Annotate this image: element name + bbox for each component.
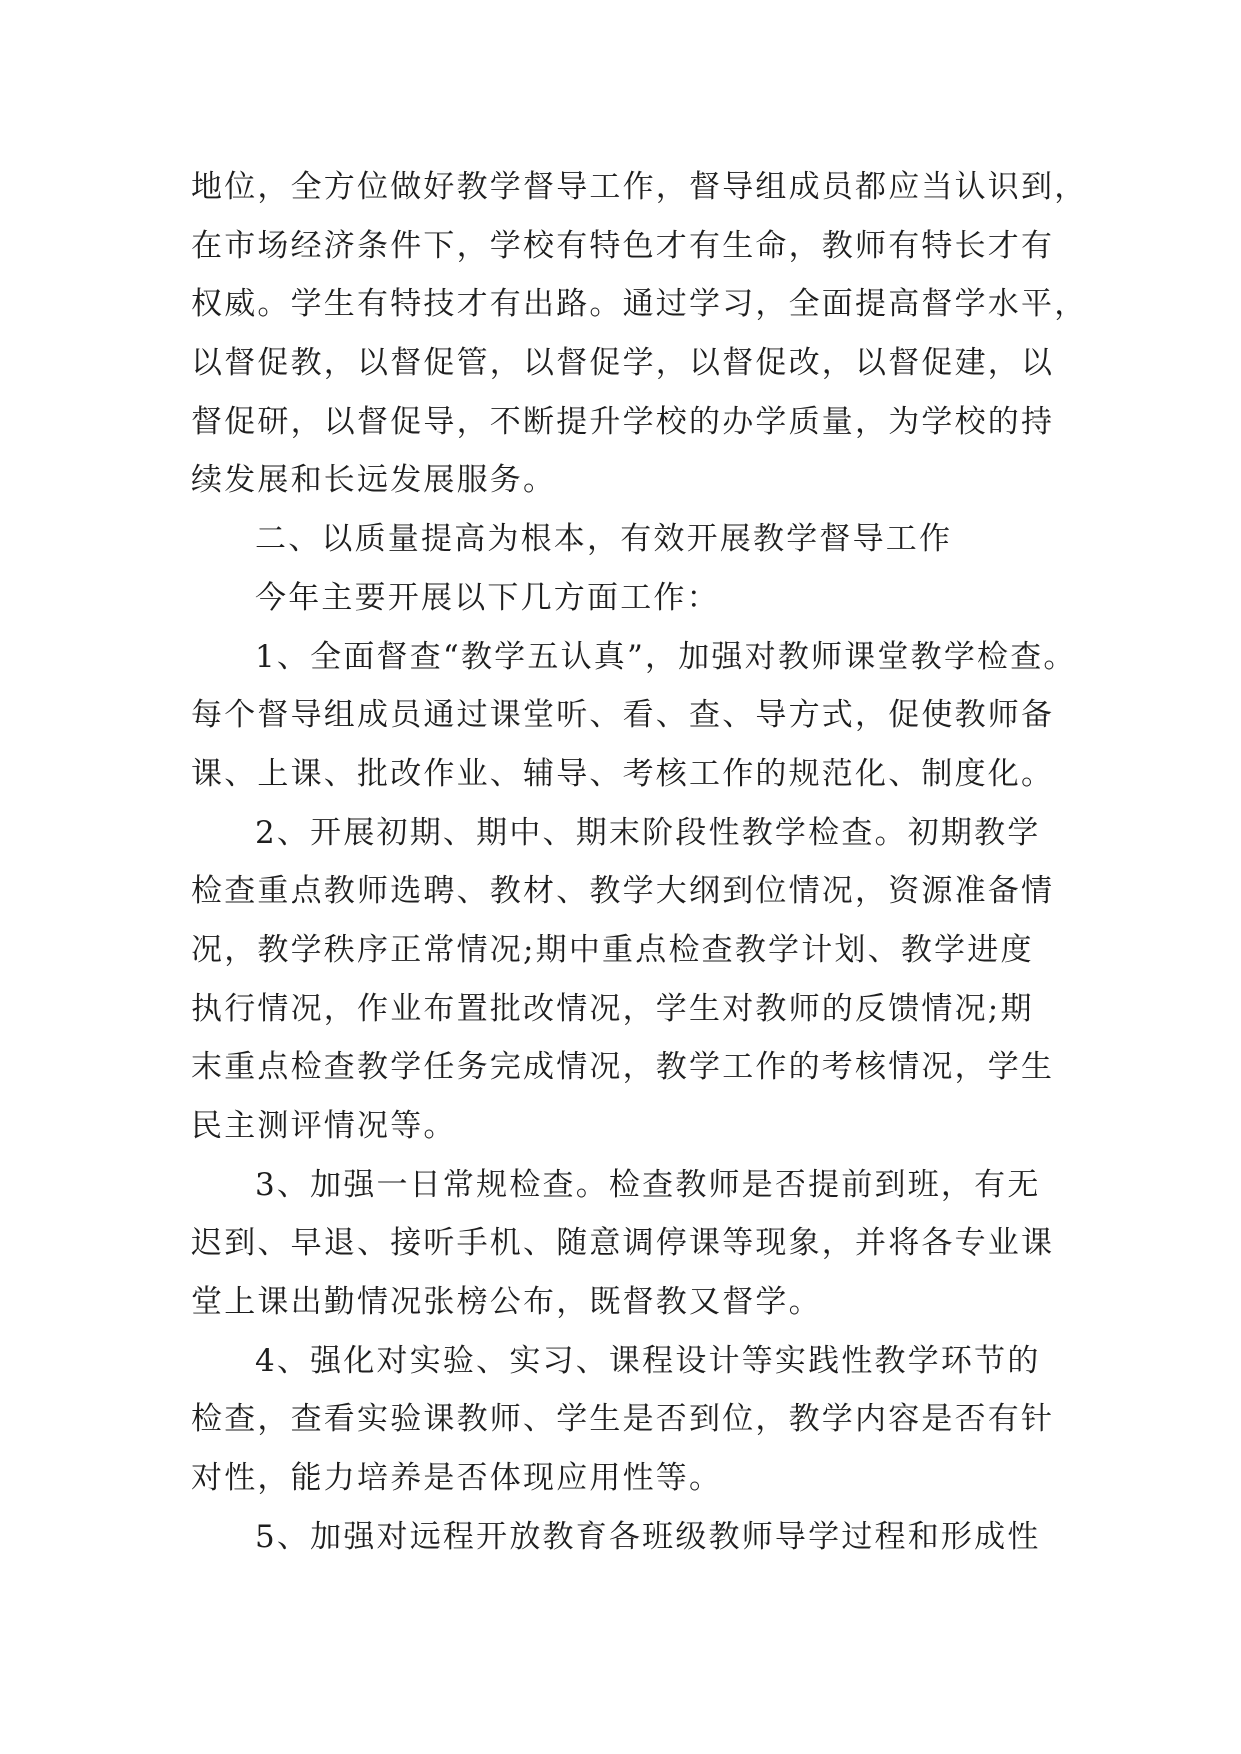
text-line: 续发展和长远发展服务。 (191, 462, 557, 499)
text-line: 民主测评情况等。 (191, 1108, 457, 1144)
text-line: 今年主要开展以下几方面工作： (255, 579, 720, 616)
text-line: 在市场经济条件下，学校有特色才有生命，教师有特长才有 (191, 227, 1055, 264)
text-line: 2、开展初期、期中、期末阶段性教学检查。初期教学 (255, 814, 1041, 851)
text-line: 权威。学生有特技才有出路。通过学习，全面提高督学水平， (191, 286, 1088, 323)
text-line: 迟到、早退、接听手机、随意调停课等现象，并将各专业课 (191, 1225, 1055, 1262)
text-line: 1、全面督查“教学五认真”，加强对教师课堂教学检查。 (255, 638, 1077, 675)
text-line: 执行情况，作业布置批改情况，学生对教师的反馈情况;期 (191, 990, 1034, 1027)
text-line: 3、加强一日常规检查。检查教师是否提前到班，有无 (255, 1166, 1041, 1203)
text-line: 对性，能力培养是否体现应用性等。 (191, 1460, 723, 1497)
text-line: 督促研，以督促导，不断提升学校的办学质量，为学校的持 (191, 403, 1055, 440)
text-line: 二、以质量提高为根本，有效开展教学督导工作 (255, 521, 953, 558)
text-line: 检查，查看实验课教师、学生是否到位，教学内容是否有针 (191, 1401, 1055, 1438)
text-line: 4、强化对实验、实习、课程设计等实践性教学环节的 (255, 1342, 1041, 1379)
text-line: 地位，全方位做好教学督导工作，督导组成员都应当认识到， (191, 169, 1088, 205)
text-line: 课、上课、批改作业、辅导、考核工作的规范化、制度化。 (191, 755, 1055, 792)
text-line: 况，教学秩序正常情况;期中重点检查教学计划、教学进度 (191, 931, 1034, 968)
text-line: 5、加强对远程开放教育各班级教师导学过程和形成性 (255, 1518, 1041, 1555)
text-line: 以督促教，以督促管，以督促学，以督促改，以督促建，以 (191, 345, 1055, 382)
text-line: 末重点检查教学任务完成情况，教学工作的考核情况，学生 (191, 1049, 1055, 1086)
document-body (191, 158, 1088, 1567)
text-line: 堂上课出勤情况张榜公布，既督教又督学。 (191, 1284, 822, 1321)
text-line: 检查重点教师选聘、教材、教学大纲到位情况，资源准备情 (191, 873, 1055, 910)
text-line: 每个督导组成员通过课堂听、看、查、导方式，促使教师备 (191, 697, 1055, 734)
